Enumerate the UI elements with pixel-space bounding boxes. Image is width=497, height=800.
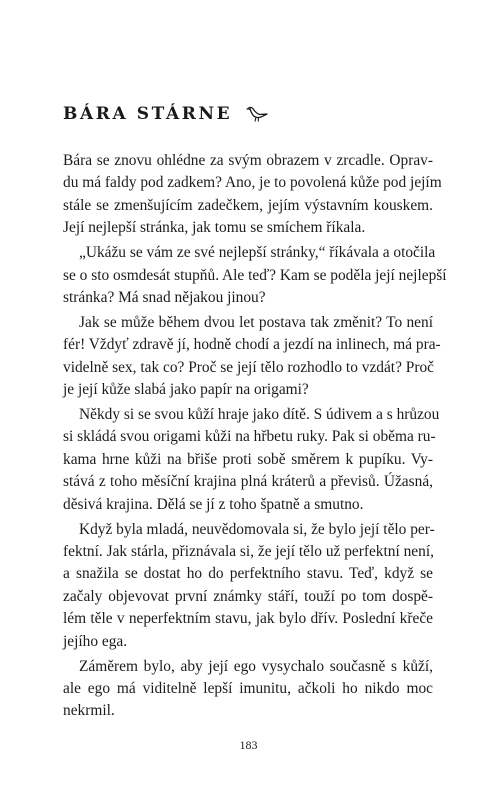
- text-line: ale ego má viditelně lepší imunitu, ačkoli ho nikdo moc: [63, 679, 433, 697]
- body-text: [63, 150, 447, 723]
- text-line: Bára se znovu ohlédne za svým obrazem v zrcadle. Oprav-: [63, 152, 433, 169]
- text-line: fér! Vždyť zdravě jí, hodně chodí a jezdí na inlinech, má pra-: [63, 336, 441, 354]
- text-line: děsivá krajina. Dělá se jí z toho špatně a smutno.: [63, 495, 364, 513]
- text-line: se o sto osmdesát stupňů. Ale teď? Kam se poděla její nejlepší: [63, 266, 447, 284]
- text-line: fektní. Jak stárla, přiznávala si, že její tělo už perfektní není,: [63, 543, 434, 561]
- text-line: Její nejlepší stránka, jak tomu se smíchem říkala.: [63, 219, 366, 237]
- text-line: „Ukážu se vám ze své nejlepší stránky,“ říkávala a otočila: [79, 244, 436, 262]
- text-line: Jak se může během dvou let postava tak změnit? To není: [79, 313, 433, 331]
- text-line: a snažila se dostat ho do perfektního stavu. Teď, když se: [63, 565, 433, 583]
- text-line: videlně sex, tak co? Proč se její tělo rozhodlo to vzdát? Proč: [63, 358, 434, 376]
- chapter-title: BÁRA STÁRNE: [63, 104, 233, 124]
- text-line: je její kůže slabá jako papír na origami?: [63, 381, 309, 399]
- chapter-heading: [63, 104, 270, 124]
- paragraph: [63, 519, 433, 653]
- text-line: kama hrne kůži na břiše proti sobě směrem k pupíku. Vy-: [63, 450, 433, 468]
- bird-icon: [246, 104, 270, 124]
- text-line: Někdy si se svou kůží hraje jako dítě. S údivem a s hrůzou: [79, 406, 440, 424]
- paragraph: [63, 312, 441, 402]
- text-line: stává z toho měsíční krajina plná kráterů a převisů. Úžasná,: [63, 473, 433, 491]
- page-number: 183: [239, 738, 258, 752]
- text-line: nekrmil.: [63, 702, 115, 720]
- text-line: lém těle v neperfektním stavu, jak bylo dřív. Poslední křeče: [63, 610, 433, 628]
- paragraph: [63, 404, 440, 516]
- text-line: Záměrem bylo, aby její ego vysychalo současně s kůží,: [79, 657, 433, 675]
- paragraph: [63, 242, 447, 309]
- text-line: jejího ega.: [63, 632, 128, 650]
- text-line: si skládá svou origami kůži na hřbetu ruky. Pak si oběma ru-: [63, 428, 436, 446]
- text-line: stránka? Má snad nějakou jinou?: [63, 288, 266, 306]
- paragraph: [63, 656, 433, 723]
- text-line: začaly objevovat první známky stáří, touží po tom dospě-: [63, 587, 433, 605]
- paragraph: [63, 150, 442, 240]
- text-line: du má faldy pod zadkem? Ano, je to povolená kůže pod jejím: [63, 174, 442, 192]
- text-line: Když byla mladá, neuvědomovala si, že bylo její tělo per-: [79, 520, 435, 538]
- text-line: stále se zmenšujícím zadečkem, jejím výstavním kouskem.: [63, 196, 433, 214]
